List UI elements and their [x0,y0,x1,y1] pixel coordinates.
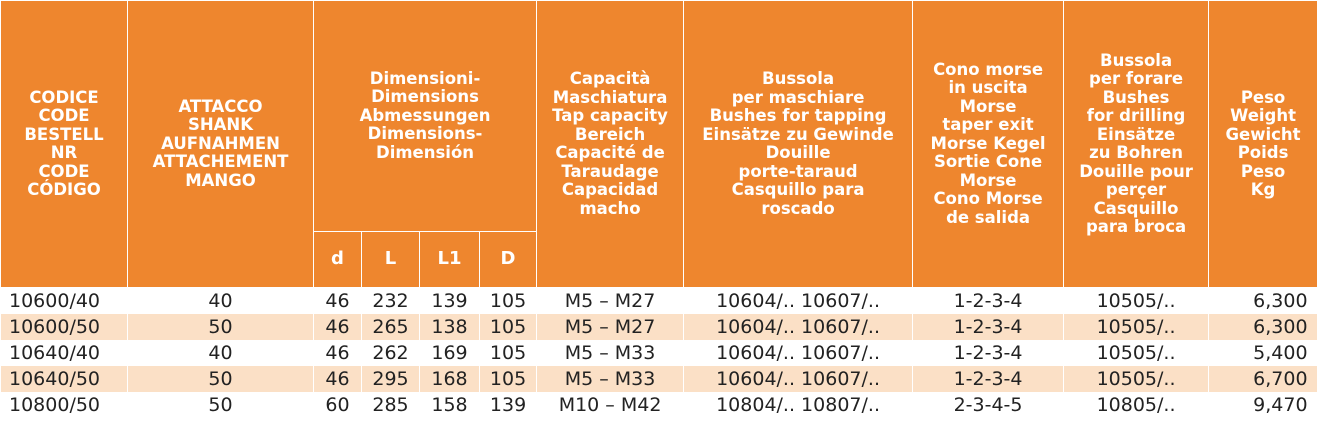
cell-morse-cone: 1-2-3-4 [913,366,1064,392]
cell-L: 232 [362,288,420,315]
header-line: perçer [1105,180,1167,199]
cell-D: 105 [480,340,537,366]
cell-weight: 6,300 [1209,288,1317,315]
header-line: Casquillo [1093,198,1179,218]
cell-D: 105 [480,314,537,340]
header-line: macho [579,198,641,218]
cell-L1: 138 [420,314,480,340]
header-weight [1209,1,1317,288]
cell-shank: 50 [128,366,314,392]
cell-weight: 6,700 [1209,366,1317,392]
header-dim-L1: L1 [420,232,480,288]
cell-D: 105 [480,288,537,315]
header-line: Einsätze zu Gewinde [702,124,894,144]
cell-tapping-bushes: 10604/.. 10607/.. [684,288,913,315]
cell-L1: 169 [420,340,480,366]
header-line: taper exit [942,115,1034,135]
cell-code: 10640/40 [1,340,128,366]
cell-tap-capacity: M5 – M33 [537,366,684,392]
cell-d: 60 [314,392,362,418]
header-line: in uscita [948,78,1028,98]
header-line: Morse [959,96,1017,116]
header-line: MANGO [185,170,256,190]
cell-L: 285 [362,392,420,418]
table-header [1,1,1317,288]
header-line: Einsätze [1096,124,1176,144]
header-line: Poids [1237,143,1289,162]
header-line: Peso [1240,87,1286,107]
header-dim-L: L [362,232,420,288]
header-line: Dimensioni- [369,68,481,88]
header-line: Taraudage [561,161,659,181]
cell-morse-cone: 1-2-3-4 [913,340,1064,366]
cell-drilling-bushes: 10505/.. [1064,288,1209,315]
header-line: Dimensions- [367,124,483,144]
cell-tap-capacity: M5 – M27 [537,288,684,315]
header-line: Casquillo para [731,180,865,199]
cell-L: 262 [362,340,420,366]
header-line: BESTELL [24,124,104,144]
cell-tap-capacity: M5 – M27 [537,314,684,340]
table-body [1,288,1317,419]
cell-tapping-bushes: 10804/.. 10807/.. [684,392,913,418]
header-line: Maschiatura [552,87,668,107]
cell-D: 105 [480,366,537,392]
header-line: Dimensions [371,87,479,107]
cell-shank: 50 [128,314,314,340]
table-row [1,340,1317,366]
cell-shank: 40 [128,340,314,366]
table-row [1,288,1317,315]
header-line: Douille [765,143,831,162]
header-line: for drilling [1086,106,1186,125]
header-line: Bushes for tapping [709,106,887,125]
header-line: CÓDIGO [27,180,101,199]
header-line: Dimensión [376,142,475,162]
header-morse-cone [913,1,1064,288]
cell-tapping-bushes: 10604/.. 10607/.. [684,314,913,340]
header-dimensions [314,1,537,232]
header-line: Morse Kegel [930,133,1046,153]
header-line: Capacidad [561,180,659,199]
cell-code: 10600/50 [1,314,128,340]
header-line: CODE [38,106,90,125]
header-line: per maschiare [731,87,865,107]
cell-d: 46 [314,288,362,315]
cell-tapping-bushes: 10604/.. 10607/.. [684,366,913,392]
header-line: para broca [1085,217,1187,236]
cell-L: 265 [362,314,420,340]
header-line: roscado [761,198,835,218]
table-row [1,314,1317,340]
cell-L1: 168 [420,366,480,392]
header-line: Bushes [1102,87,1170,107]
cell-code: 10600/40 [1,288,128,315]
cell-d: 46 [314,366,362,392]
cell-code: 10640/50 [1,366,128,392]
header-line: Cono morse [933,59,1044,79]
cell-d: 46 [314,314,362,340]
table-row [1,392,1317,418]
header-line: Cono Morse [933,189,1043,209]
header-line: de salida [946,207,1031,227]
header-dim-d: d [314,232,362,288]
cell-D: 139 [480,392,537,418]
header-line: Tap capacity [552,106,668,125]
header-tapping-bushes [684,1,913,288]
header-line: Morse [959,170,1017,190]
cell-morse-cone: 2-3-4-5 [913,392,1064,418]
header-line: porte-taraud [738,161,858,181]
cell-drilling-bushes: 10505/.. [1064,340,1209,366]
cell-weight: 9,470 [1209,392,1317,418]
header-code [1,1,128,288]
header-line: CODICE [29,87,99,107]
header-line: NR [50,143,78,162]
header-line: Capacité de [555,143,665,162]
header-line: zu Bohren [1089,143,1183,162]
header-line: Bussola [1100,50,1173,70]
header-line: Capacità [569,69,651,88]
header-line: AUFNAHMEN [161,133,280,153]
cell-weight: 6,300 [1209,314,1317,340]
cell-morse-cone: 1-2-3-4 [913,288,1064,315]
header-dim-D: D [480,232,537,288]
cell-d: 46 [314,340,362,366]
header-line: CODE [38,161,90,181]
header-drilling-bushes [1064,1,1209,288]
cell-shank: 50 [128,392,314,418]
cell-tapping-bushes: 10604/.. 10607/.. [684,340,913,366]
cell-weight: 5,400 [1209,340,1317,366]
cell-drilling-bushes: 10505/.. [1064,314,1209,340]
header-shank [128,1,314,288]
header-line: ATTACCO [178,96,263,116]
cell-drilling-bushes: 10805/.. [1064,392,1209,418]
cell-L1: 158 [420,392,480,418]
header-line: SHANK [187,115,254,135]
cell-tap-capacity: M5 – M33 [537,340,684,366]
header-line: Peso [1240,161,1286,181]
header-line: per forare [1089,69,1184,88]
cell-drilling-bushes: 10505/.. [1064,366,1209,392]
header-line: Bussola [762,69,835,88]
cell-L: 295 [362,366,420,392]
header-line: Sortie Cone [933,152,1043,172]
header-line: Gewicht [1225,124,1301,144]
header-line: Kg [1250,180,1276,199]
cell-L1: 139 [420,288,480,315]
cell-code: 10800/50 [1,392,128,418]
header-line: ATTACHEMENT [152,152,289,172]
header-line: Douille pour [1079,161,1193,181]
header-line: Weight [1230,106,1296,125]
table-row [1,366,1317,392]
header-line: Abmessungen [359,105,491,125]
cell-morse-cone: 1-2-3-4 [913,314,1064,340]
cell-shank: 40 [128,288,314,315]
header-line: Bereich [574,124,646,144]
header-tap-capacity [537,1,684,288]
cell-tap-capacity: M10 – M42 [537,392,684,418]
